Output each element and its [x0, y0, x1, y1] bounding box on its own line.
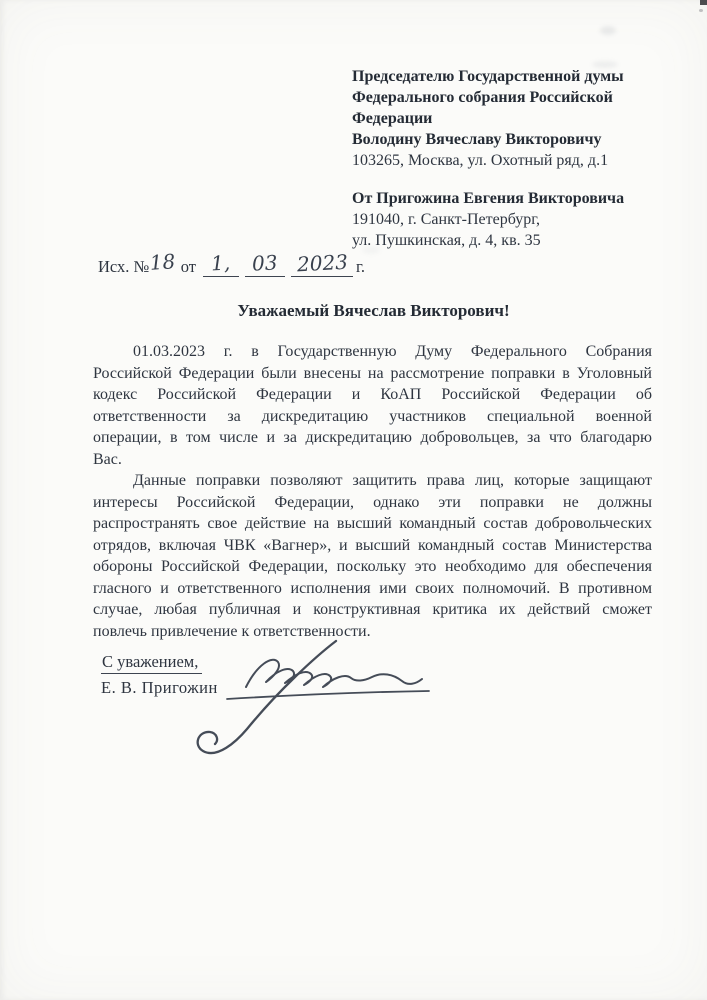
- body-line: ответственности за дискредитацию участников специальной военной: [93, 407, 652, 425]
- salutation: Уважаемый Вячеслав Викторович!: [237, 301, 510, 320]
- recipient-line: Председателю Государственной думы: [352, 68, 624, 85]
- body-line: Российской Федерации были внесены на рассмотрение поправки в Уголовный: [93, 364, 652, 382]
- body-line: интересы Российской Федерации, однако эти поправки не должны: [93, 493, 652, 511]
- recipient-name: Володину Вячеславу Викторовичу: [352, 131, 602, 148]
- body-line: 01.03.2023 г. в Государственную Думу Федерального Собрания: [133, 343, 652, 360]
- date-day-handwritten: 1,: [210, 250, 232, 276]
- scan-dot-artifact: [699, 9, 703, 12]
- body-line: случае, любая публичная и конструктивная критика их действий сможет: [93, 601, 652, 618]
- sender-address-block: [352, 188, 662, 251]
- recipient-address-block: [352, 66, 662, 171]
- letter-body: [93, 341, 652, 642]
- date-month-handwritten: 03: [251, 250, 279, 276]
- body-line: Данные поправки позволяют защитить права лиц, которые защищают: [133, 472, 652, 489]
- date-year-field: [291, 249, 353, 277]
- body-line: отрядов, включая ЧВК «Вагнер», и высший командный состав Министерства: [93, 536, 652, 554]
- sender-name: От Пригожина Евгения Викторовича: [352, 190, 625, 207]
- date-month-field: [245, 252, 285, 277]
- reference-number-handwritten: 18: [149, 249, 177, 275]
- reference-prefix: Исх. №: [98, 257, 150, 276]
- scan-corner-artifact: [700, 0, 707, 5]
- recipient-line: Федерального собрания Российской: [352, 89, 613, 106]
- body-line: распространять свое действие на высший командный состав добровольческих: [93, 515, 652, 532]
- reference-suffix: г.: [355, 257, 366, 276]
- body-line: гласного и ответственного исполнения ими своих полномочий. В противном: [93, 579, 652, 597]
- date-day-field: [203, 252, 239, 277]
- body-line: операции, в том числе и за дискредитацию добровольцев, за что благодарю: [93, 429, 652, 446]
- body-line: обороны Российской Федерации, поскольку это необходимо для обеспечения: [93, 558, 652, 575]
- body-line: Вас.: [93, 450, 122, 468]
- recipient-line: Федерации: [352, 110, 433, 127]
- date-year-handwritten: 2023: [295, 249, 349, 277]
- reference-number-line: [98, 249, 366, 277]
- handwritten-signature: [183, 633, 435, 761]
- sender-address: 191040, г. Санкт-Петербург,: [352, 211, 541, 228]
- reference-from-word: от: [180, 257, 196, 276]
- closing-name: Е. В. Пригожин: [101, 678, 218, 697]
- closing-regards-text: С уважением,: [101, 652, 202, 674]
- body-line: кодекс Российской Федерации и КоАП Российской Федерации об: [93, 386, 652, 403]
- recipient-address: 103265, Москва, ул. Охотный ряд, д.1: [352, 152, 609, 169]
- body-line: повлечь привлечение к ответственности.: [93, 622, 371, 640]
- sender-address: ул. Пушкинская, д. 4, кв. 35: [352, 232, 541, 249]
- scan-smudge: [600, 26, 616, 35]
